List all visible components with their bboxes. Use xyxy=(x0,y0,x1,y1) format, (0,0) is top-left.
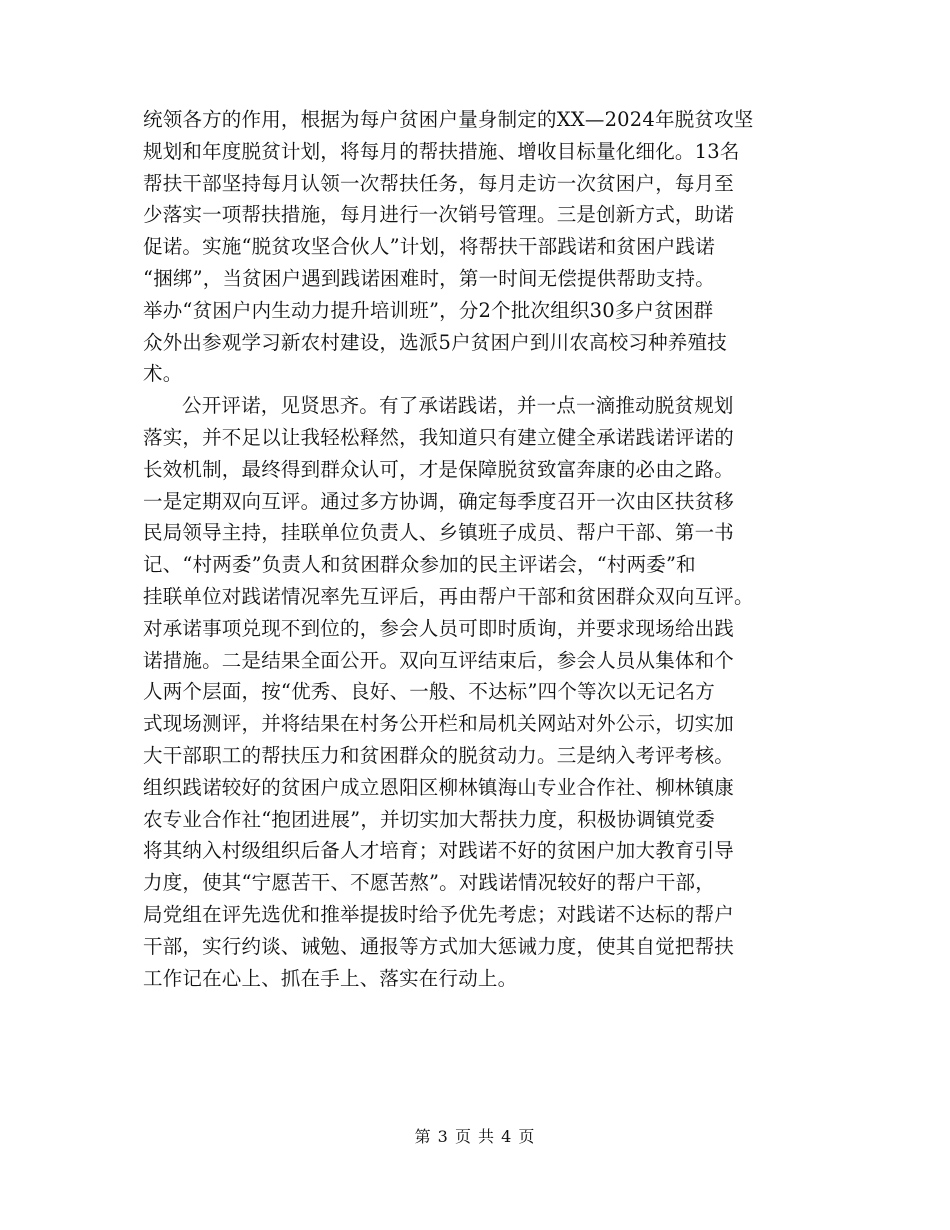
text-line: 诺措施。二是结果全面公开。双向互评结束后，参会人员从集体和个 xyxy=(143,648,735,672)
text-line: 术。 xyxy=(143,362,183,386)
text-line: 促诺。实施“脱贫攻坚合伙人”计划，将帮扶干部践诺和贫困户践诺 xyxy=(143,235,715,259)
text-line: 干部，实行约谈、诫勉、通报等方式加大惩诫力度，使其自觉把帮扶 xyxy=(143,934,735,958)
text-line: 工作记在心上、抓在手上、落实在行动上。 xyxy=(143,966,518,990)
text-line: 农专业合作社“抱团进展”，并切实加大帮扶力度，积极协调镇党委 xyxy=(143,807,715,831)
text-line: 将其纳入村级组织后备人才培育；对践诺不好的贫困户加大教育引导 xyxy=(143,839,735,863)
body-text xyxy=(143,104,809,994)
text-line: 组织践诺较好的贫困户成立恩阳区柳林镇海山专业合作社、柳林镇康 xyxy=(143,775,735,799)
text-line: 落实，并不足以让我轻松释然，我知道只有建立健全承诺践诺评诺的 xyxy=(143,425,735,449)
text-line: “捆绑”，当贫困户遇到践诺困难时，第一时间无偿提供帮助支持。 xyxy=(143,266,715,290)
text-line: 统领各方的作用，根据为每户贫困户量身制定的XX—2024年脱贫攻坚 xyxy=(143,108,754,131)
text-line: 式现场测评，并将结果在村务公开栏和局机关网站对外公示，切实加 xyxy=(143,712,735,736)
text-line: 少落实一项帮扶措施，每月进行一次销号管理。三是创新方式，助诺 xyxy=(143,203,735,227)
text-line: 力度，使其“宁愿苦干、不愿苦熬”。对践诺情况较好的帮户干部， xyxy=(143,871,715,895)
paragraph-start-line: 公开评诺，见贤思齐。有了承诺践诺，并一点一滴推动脱贫规划 xyxy=(182,394,734,418)
text-line: 众外出参观学习新农村建设，选派5户贫困户到川农高校习种养殖技 xyxy=(143,330,727,354)
text-line: 挂联单位对践诺情况率先互评后，再由帮户干部和贫困群众双向互评。 xyxy=(143,584,754,608)
text-line: 举办“贫困户内生动力提升培训班”，分2个批次组织30多户贫困群 xyxy=(143,298,714,322)
text-line: 对承诺事项兑现不到位的，参会人员可即时质询，并要求现场给出践 xyxy=(143,616,735,640)
text-line: 长效机制，最终得到群众认可，才是保障脱贫致富奔康的必由之路。 xyxy=(143,457,735,481)
text-line: 帮扶干部坚持每月认领一次帮扶任务，每月走访一次贫困户，每月至 xyxy=(143,171,735,195)
text-line: 大干部职工的帮扶压力和贫困群众的脱贫动力。三是纳入考评考核。 xyxy=(143,743,735,767)
text-line: 规划和年度脱贫计划，将每月的帮扶措施、增收目标量化细化。13名 xyxy=(143,139,740,163)
text-line: 民局领导主持，挂联单位负责人、乡镇班子成员、帮户干部、第一书 xyxy=(143,521,735,545)
text-line: 一是定期双向互评。通过多方协调，确定每季度召开一次由区扶贫移 xyxy=(143,489,735,513)
text-line: 记、“村两委”负责人和贫困群众参加的民主评诺会，“村两委”和 xyxy=(143,553,696,577)
text-line: 人两个层面，按“优秀、良好、一般、不达标”四个等次以无记名方 xyxy=(143,680,715,704)
page-number-footer: 第 3 页 共 4 页 xyxy=(414,1127,536,1146)
text-line: 局党组在评先选优和推举提拔时给予优先考虑；对践诺不达标的帮户 xyxy=(143,902,735,926)
